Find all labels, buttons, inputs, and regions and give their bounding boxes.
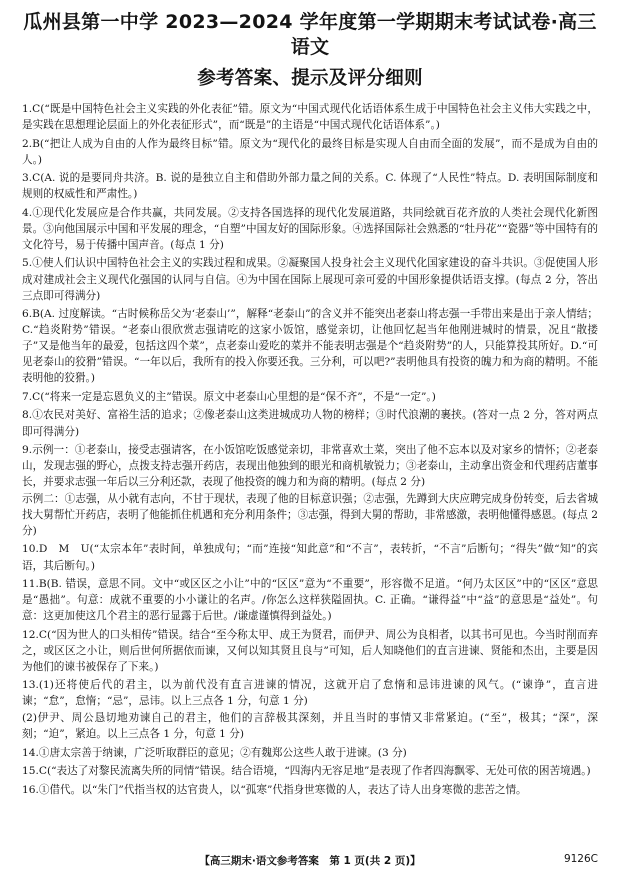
page-subtitle: 参考答案、提示及评分细则 xyxy=(197,68,423,89)
answer-item xyxy=(22,442,598,539)
answer-item xyxy=(22,101,598,133)
answer-item xyxy=(22,745,598,761)
answer-text: 16.①借代。以“朱门”代指当权的达官贵人，以“孤寒”代指身世寒微的人，表达了诗人出身寒微的悲苦之情。 xyxy=(22,783,527,796)
answer-item xyxy=(22,306,598,386)
answer-text: 4.①现代化发展应是合作共赢，共同发展。②支持各国选择的现代化发展道路，共同绘就百花齐放的人类社会现代化新图景。③向他国展示中国和平发展的理念，“自塑”中国友好的国际形象。④选择国际社会熟悉的“牡丹花”“瓷器”等中国特有的文化符号，易于传播中国声音。(每点 1 分) xyxy=(22,206,598,251)
answer-text: 11.B(B. 错误，意思不同。文中“或区区之小让”中的“区区”意为“不重要”，形容微不足道。“何乃太区区”中的“区区”意思是“愚拙”。句意：成就不重要的小小谦让的名声。/你怎么这样狭隘固执。C. 正确。“谦得益”中“益”的意思是“益处”。句意：这更加使这几个君主的恶行显露于后世。/谦虚谨慎得到益处。) xyxy=(22,578,598,623)
answer-item xyxy=(22,677,598,742)
answer-text: 8.①农民对美好、富裕生活的追求；②像老泰山这类进城成功人物的榜样；③时代浪潮的裹挟。(答对一点 2 分，答对两点即可得满分) xyxy=(22,409,598,438)
answer-text: 14.①唐太宗善于纳谏，广泛听取群臣的意见；②有魏郑公这些人敢于进谏。(3 分) xyxy=(22,746,407,759)
answer-text: 12.C(“因为世人的口头相传”错误。结合“至今称太甲、成王为贤君，而伊尹、周公为良相者，以其书可见也。今当时削而弃之，或区区之小让，则后世何所据依而谏，又何以知其贤且良与”可知，后人知晓他们的直言进谏、贤能和杰出，主要是因为他们的谏书被保存了下来。) xyxy=(22,628,598,673)
answer-item xyxy=(22,205,598,253)
answer-item xyxy=(22,255,598,303)
answer-paragraph: 13.(1)还将使后代的君主，以为前代没有直言进谏的情况，这就开启了怠惰和忌讳进谏的风气。(“谏诤”，直言进谏；“怠”，怠惰；“忌”，忌讳。以上三点各 1 分，句意 1 分) xyxy=(22,679,598,708)
footer-page-label: 【高三期末·语文参考答案 第 1 页(共 2 页)】 xyxy=(199,855,421,867)
answer-item xyxy=(22,170,598,202)
answer-item xyxy=(22,136,598,168)
answer-item xyxy=(22,407,598,439)
answer-paragraph: 9.示例一：①老泰山，接受志强请客，在小饭馆吃饭感觉亲切，非常喜欢土菜，突出了他不忘本以及对家乡的情怀；②老泰山，发现志强的野心，点拨支持志强开药店，表现出他独到的眼光和商机敏锐力；③老泰山，主动拿出资金和代理药店董事长，并要求志强一年后以三分利还款，表现了他投资的魄力和为商的精明。(每点 2 分) xyxy=(22,444,598,489)
page-footer xyxy=(0,853,620,869)
answer-text: 10.D M U(“太宗本年”表时间，单独成句；“而”连接“知此意”和“不言”，表转折，“不言”后断句；“得失”做“知”的宾语，其后断句。) xyxy=(22,543,598,572)
answer-text: 6.B(A. 过度解读。“古时候称岳父为‘老泰山’”，解释“老泰山”的含义并不能突出老泰山将志强一手带出来是出于亲人情结；C.“趋炎附势”错误。“老泰山很欣赏志强请吃的这家小饭馆，感觉亲切，让他回忆起当年他刚进城时的情景，况且“散搂子”又是他当年的最爱，包括这四个菜”，点老泰山爱吃的菜并不能表明志强是个“趋炎附势”的人，只能算投其所好。D.“可见老泰山的狡猾”错误。“一年以后，我所有的投入你要还我。三分利，可以吧?”表明他具有投资的魄力和为商的精明。不能表明他的狡猾。) xyxy=(22,308,598,385)
answer-paragraph: 示例二：①志强，从小就有志向，不甘于现状，表现了他的目标意识强；②志强，先蹲到大庆应聘完成身份转变，后去省城找大舅帮忙开药店，表明了他能抓住机遇和充分利用条件；③志强，得到大舅的帮助，非常感激，表明他懂得感恩。(每点 2 分) xyxy=(22,492,598,537)
page-title: 瓜州县第一中学 2023—2024 学年度第一学期期末考试试卷·高三语文 xyxy=(23,11,597,58)
answer-item xyxy=(22,627,598,675)
answer-text: 1.C(“既是中国特色社会主义实践的外化表征”错。原文为“中国式现代化话语体系生成于中国特色社会主义伟大实践之中，是实践在思想理论层面上的外化表征形式”，而“既是”的主语是“中国式现代化话语体系”。) xyxy=(22,103,598,132)
answer-text: 5.①使人们认识中国特色社会主义的实践过程和成果。②凝聚国人投身社会主义现代化国家建设的奋斗共识。③促使国人形成对建成社会主义现代化强国的认同与自信。④为中国在国际上展现可亲可爱的中国形象提供话语支撑。(每点 2 分，答出三点即可得满分) xyxy=(22,257,598,302)
answer-item xyxy=(22,541,598,573)
answer-item xyxy=(22,763,598,779)
answer-paragraph: (2)伊尹、周公恳切地劝谏自己的君主，他们的言辞极其深刻，并且当时的事情又非常紧迫。(“至”，极其；“深”，深刻；“迫”，紧迫。以上三点各 1 分，句意 1 分) xyxy=(22,712,598,741)
answer-item xyxy=(22,782,598,798)
answer-item xyxy=(22,576,598,624)
answer-text: 3.C(A. 说的是要同舟共济。B. 说的是独立自主和借助外部力量之间的关系。C. 体现了“人民性”特点。D. 表明国际制度和规则的权威性和严肃性。) xyxy=(22,172,598,201)
answer-text: 15.C(“表达了对黎民流离失所的同情”错误。结合语境，“四海内无容足地”是表现了作者四海飘零、无处可依的困苦境遇。) xyxy=(22,765,591,778)
answer-list xyxy=(22,101,598,798)
answer-text: 2.B(“把让人成为自由的人作为最终目标”错。原文为“现代化的最终目标是实现人自由而全面的发展”，而不是成为自由的人。) xyxy=(22,137,598,166)
footer-doc-code: 9126C xyxy=(563,853,598,865)
answer-item xyxy=(22,389,598,405)
answer-text: 7.C(“将来一定是忘恩负义的主”错误。原文中老泰山心里想的是“保不齐”，不是“一定”。) xyxy=(22,390,436,403)
